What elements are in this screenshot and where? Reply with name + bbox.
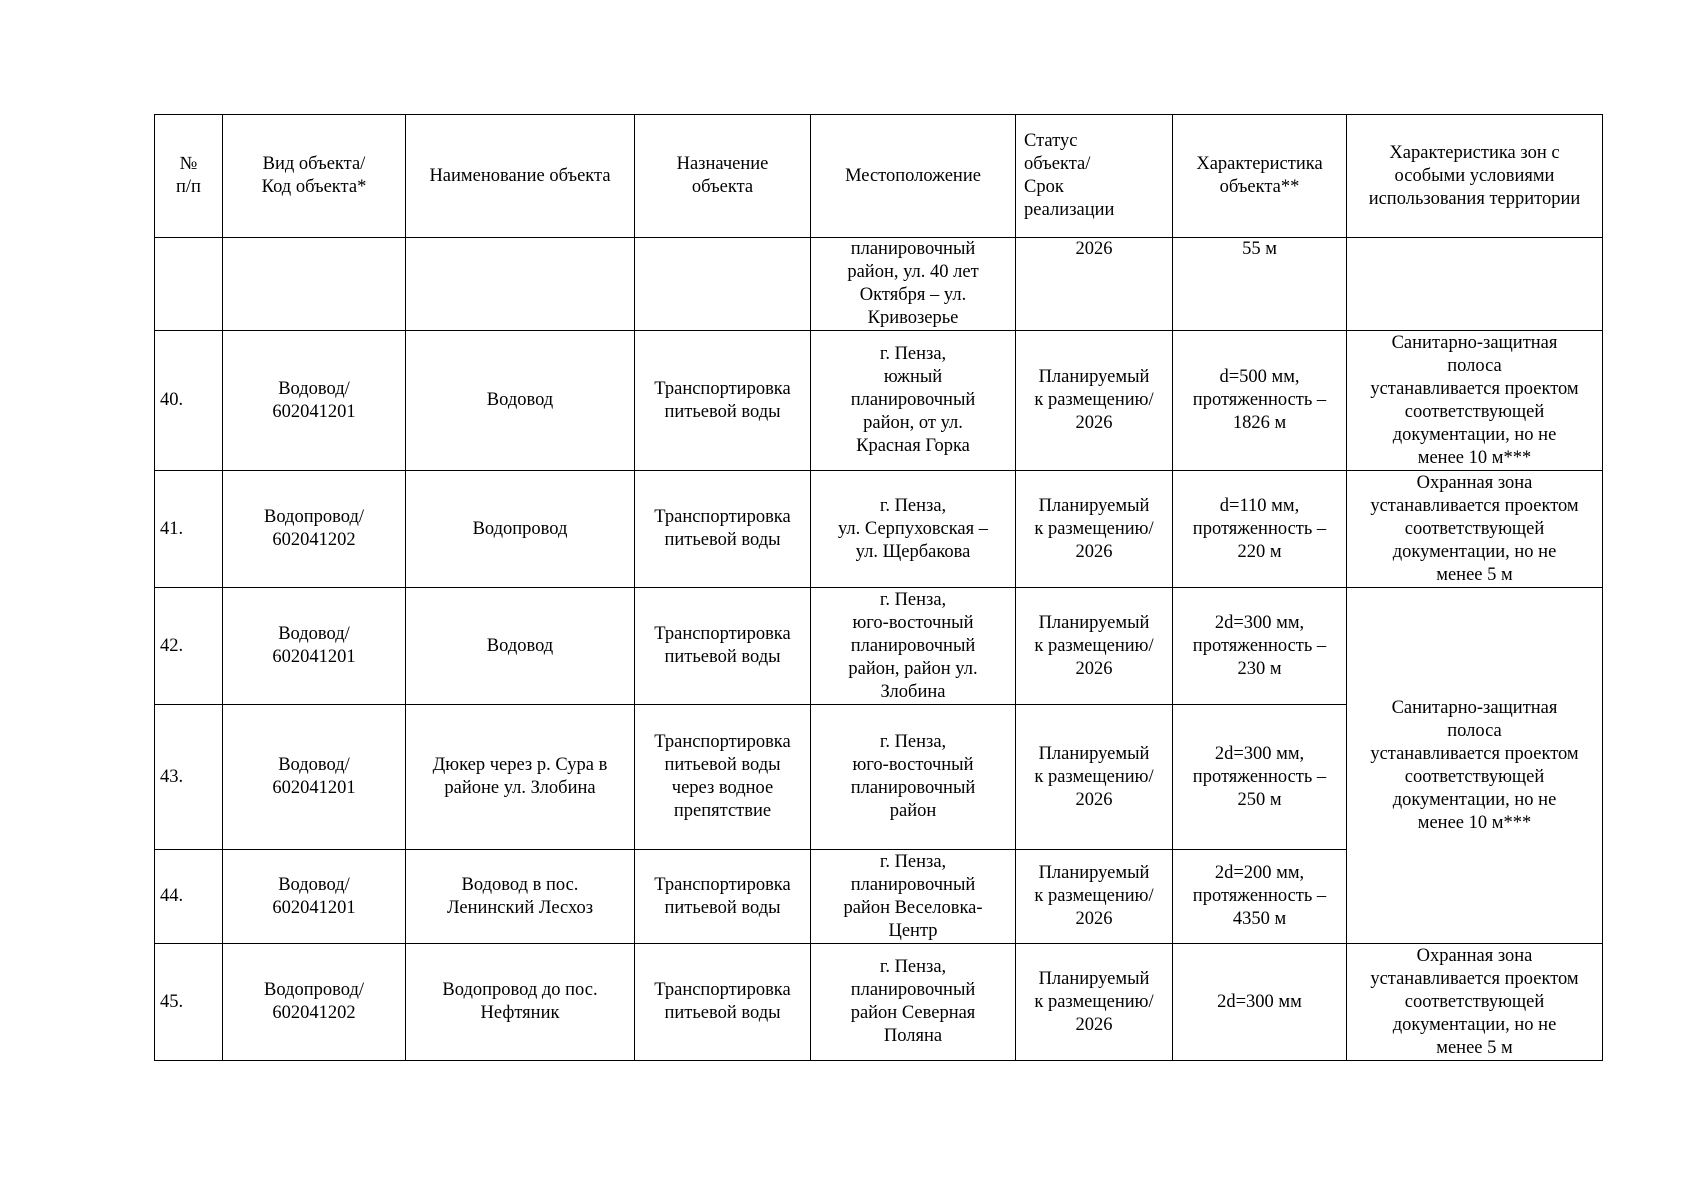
cell-purpose: Транспортировка питьевой воды — [635, 331, 811, 471]
cell-zones: Санитарно-защитная полоса устанавливается проектом соответствующей документации, но не менее 10 м*** — [1347, 331, 1603, 471]
cell-status: Планируемый к размещению/ 2026 — [1016, 588, 1173, 705]
cell-num: 43. — [155, 705, 223, 850]
cell-zones: Охранная зона устанавливается проектом соответствующей документации, но не менее 5 м — [1347, 471, 1603, 588]
cell-location: г. Пенза, планировочный район Северная Поляна — [811, 944, 1016, 1061]
cell-name: Водопровод — [406, 471, 635, 588]
cell-status: Планируемый к размещению/ 2026 — [1016, 331, 1173, 471]
cell-type: Водовод/ 602041201 — [223, 588, 406, 705]
header-num: № п/п — [155, 115, 223, 238]
cell-name: Водопровод до пос. Нефтяник — [406, 944, 635, 1061]
cell-location: г. Пенза, южный планировочный район, от ул. Красная Горка — [811, 331, 1016, 471]
table-row — [155, 944, 1603, 1061]
cell-name: Водовод в пос. Ленинский Лесхоз — [406, 850, 635, 944]
cell-location: г. Пенза, планировочный район Веселовка- Центр — [811, 850, 1016, 944]
cell-num: 42. — [155, 588, 223, 705]
table-row — [155, 471, 1603, 588]
cell-name: Водовод — [406, 588, 635, 705]
cell-characteristics: 2d=300 мм, протяженность – 230 м — [1173, 588, 1347, 705]
cell-characteristics: 55 м — [1173, 238, 1347, 331]
cell-status: Планируемый к размещению/ 2026 — [1016, 850, 1173, 944]
cell-characteristics: d=500 мм, протяженность – 1826 м — [1173, 331, 1347, 471]
cell-purpose: Транспортировка питьевой воды — [635, 944, 811, 1061]
cell-zones: Охранная зона устанавливается проектом соответствующей документации, но не менее 5 м — [1347, 944, 1603, 1061]
table-header-row — [155, 115, 1603, 238]
cell-location: планировочный район, ул. 40 лет Октября – ул. Кривозерье — [811, 238, 1016, 331]
cell-status: Планируемый к размещению/ 2026 — [1016, 471, 1173, 588]
cell-num: 41. — [155, 471, 223, 588]
cell-location: г. Пенза, юго-восточный планировочный район — [811, 705, 1016, 850]
cell-location: г. Пенза, ул. Серпуховская – ул. Щербакова — [811, 471, 1016, 588]
planned-objects-table — [154, 114, 1603, 1061]
cell-num: 44. — [155, 850, 223, 944]
cell-type: Водовод/ 602041201 — [223, 850, 406, 944]
cell-location: г. Пенза, юго-восточный планировочный район, район ул. Злобина — [811, 588, 1016, 705]
cell-type: Водопровод/ 602041202 — [223, 944, 406, 1061]
cell-status: 2026 — [1016, 238, 1173, 331]
header-object-type: Вид объекта/ Код объекта* — [223, 115, 406, 238]
cell-purpose — [635, 238, 811, 331]
cell-characteristics: 2d=300 мм — [1173, 944, 1347, 1061]
cell-purpose: Транспортировка питьевой воды — [635, 471, 811, 588]
cell-purpose: Транспортировка питьевой воды через водное препятствие — [635, 705, 811, 850]
cell-purpose: Транспортировка питьевой воды — [635, 850, 811, 944]
header-location: Местоположение — [811, 115, 1016, 238]
header-status: Статус объекта/ Срок реализации — [1016, 115, 1173, 238]
cell-characteristics: d=110 мм, протяженность – 220 м — [1173, 471, 1347, 588]
cell-type: Водовод/ 602041201 — [223, 705, 406, 850]
header-object-purpose: Назначение объекта — [635, 115, 811, 238]
cell-zones-merged: Санитарно-защитная полоса устанавливается проектом соответствующей документации, но не менее 10 м*** — [1347, 588, 1603, 944]
header-object-name: Наименование объекта — [406, 115, 635, 238]
cell-characteristics: 2d=200 мм, протяженность – 4350 м — [1173, 850, 1347, 944]
table-row-continuation — [155, 238, 1603, 331]
cell-status: Планируемый к размещению/ 2026 — [1016, 944, 1173, 1061]
cell-num — [155, 238, 223, 331]
cell-type: Водопровод/ 602041202 — [223, 471, 406, 588]
cell-status: Планируемый к размещению/ 2026 — [1016, 705, 1173, 850]
table-row — [155, 588, 1603, 705]
cell-type: Водовод/ 602041201 — [223, 331, 406, 471]
header-characteristics: Характеристика объекта** — [1173, 115, 1347, 238]
cell-zones — [1347, 238, 1603, 331]
cell-num: 40. — [155, 331, 223, 471]
cell-num: 45. — [155, 944, 223, 1061]
table-row — [155, 331, 1603, 471]
cell-name: Дюкер через р. Сура в районе ул. Злобина — [406, 705, 635, 850]
cell-name: Водовод — [406, 331, 635, 471]
cell-type — [223, 238, 406, 331]
cell-characteristics: 2d=300 мм, протяженность – 250 м — [1173, 705, 1347, 850]
cell-purpose: Транспортировка питьевой воды — [635, 588, 811, 705]
cell-name — [406, 238, 635, 331]
header-zones: Характеристика зон с особыми условиями использования территории — [1347, 115, 1603, 238]
